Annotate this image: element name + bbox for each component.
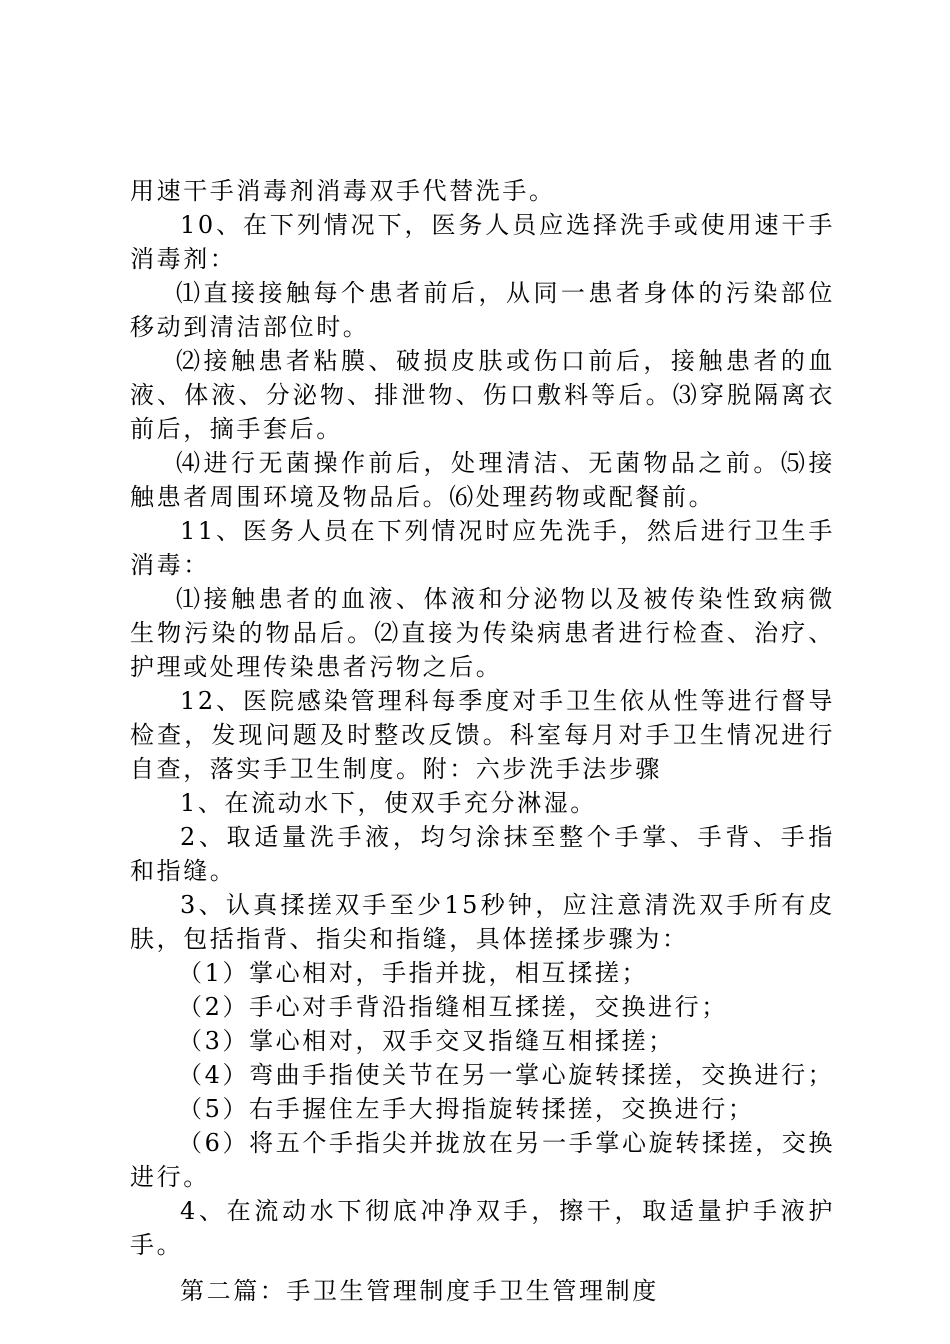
section-title: 第二篇：手卫生管理制度手卫生管理制度 bbox=[180, 1277, 659, 1305]
section-gap bbox=[130, 1262, 835, 1274]
paragraph-subitem-4-6: ⑷进行无菌操作前后，处理清洁、无菌物品之前。⑸接触患者周围环境及物品后。⑹处理药物或配餐前。 bbox=[130, 449, 835, 511]
rub-step-6: （6）将五个手指尖并拢放在另一手掌心旋转揉搓，交换进行。 bbox=[130, 1129, 835, 1191]
paragraph-step-3: 3、认真揉搓双手至少15秒钟，应注意清洗双手所有皮肤，包括指背、指尖和指缝，具体搓揉步骤为： bbox=[130, 891, 835, 953]
rub-step-3: （3）掌心相对，双手交叉指缝互相揉搓； bbox=[178, 1027, 675, 1055]
paragraph-item-11: 11、医务人员在下列情况时应先洗手，然后进行卫生手消毒： bbox=[130, 517, 835, 579]
rub-step-4: （4）弯曲手指使关节在另一掌心旋转揉搓，交换进行； bbox=[178, 1061, 835, 1089]
rub-step-1: （1）掌心相对，手指并拢，相互揉搓； bbox=[178, 959, 649, 987]
paragraph-step-2: 2、取适量洗手液，均匀涂抹至整个手掌、手背、手指和指缝。 bbox=[130, 823, 835, 885]
paragraph-item-11-subitems: ⑴接触患者的血液、体液和分泌物以及被传染性致病微生物污染的物品后。⑵直接为传染病患者进行检查、治疗、护理或处理传染患者污物之后。 bbox=[130, 585, 835, 681]
paragraph-item-10: 10、在下列情况下，医务人员应选择洗手或使用速干手消毒剂： bbox=[130, 211, 835, 273]
rub-step-5: （5）右手握住左手大拇指旋转揉搓，交换进行； bbox=[178, 1095, 755, 1123]
paragraph-subitem-2-3: ⑵接触患者粘膜、破损皮肤或伤口前后，接触患者的血液、体液、分泌物、排泄物、伤口敷料等后。⑶穿脱隔离衣前后，摘手套后。 bbox=[130, 347, 835, 443]
paragraph-continuation: 用速干手消毒剂消毒双手代替洗手。 bbox=[130, 177, 556, 205]
paragraph-step-4: 4、在流动水下彻底冲净双手，擦干，取适量护手液护手。 bbox=[130, 1197, 835, 1259]
paragraph-subitem-1: ⑴直接接触每个患者前后，从同一患者身体的污染部位移动到清洁部位时。 bbox=[130, 279, 835, 341]
paragraph-item-12: 12、医院感染管理科每季度对手卫生依从性等进行督导检查，发现问题及时整改反馈。科室每月对手卫生情况进行自查，落实手卫生制度。附：六步洗手法步骤 bbox=[130, 687, 835, 783]
rub-step-2: （2）手心对手背沿指缝相互揉搓，交换进行； bbox=[178, 993, 728, 1021]
paragraph-step-1: 1、在流动水下，使双手充分淋湿。 bbox=[180, 789, 597, 817]
document-page bbox=[130, 174, 835, 1308]
